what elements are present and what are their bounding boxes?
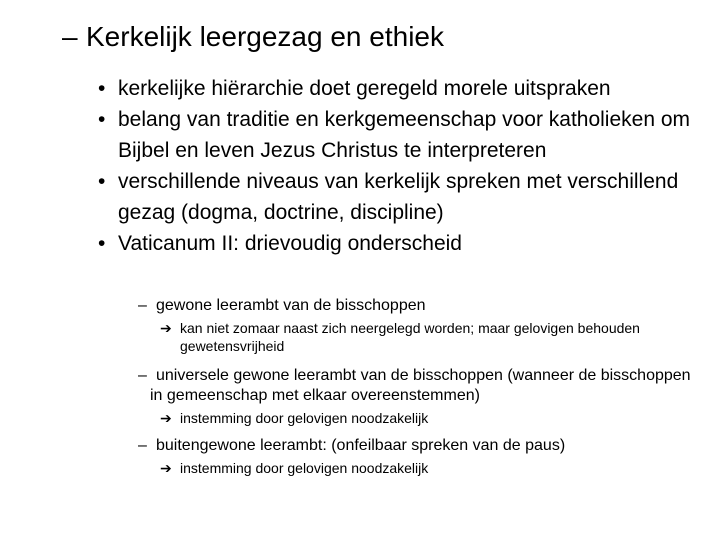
sub-note-text: instemming door gelovigen noodzakelijk <box>180 460 429 476</box>
sub-item <box>138 366 698 406</box>
slide-title-text: Kerkelijk leergezag en ethiek <box>86 21 444 52</box>
bullet-text: kerkelijke hiërarchie doet geregeld morele uitspraken <box>118 77 611 100</box>
sub-item <box>138 296 698 316</box>
title-dash-marker: – <box>62 21 78 52</box>
sub-item-text: buitengewone leerambt: (onfeilbaar spreken van de paus) <box>156 437 566 454</box>
sub-item <box>138 436 698 456</box>
sub-note <box>160 319 698 355</box>
bullet-item <box>98 228 698 259</box>
sub-dash-marker: – <box>138 437 147 454</box>
bullet-marker: • <box>98 232 106 255</box>
bullet-text: Vaticanum II: drievoudig onderscheid <box>118 232 462 255</box>
sub-note-text: kan niet zomaar naast zich neergelegd worden; maar gelovigen behouden gewetensvrijheid <box>180 320 640 354</box>
bullet-item <box>98 104 698 166</box>
sub-dash-marker: – <box>138 367 147 384</box>
bullet-marker: • <box>98 170 106 193</box>
sub-item-text: gewone leerambt van de bisschoppen <box>156 297 426 314</box>
bullet-item <box>98 166 698 228</box>
sub-note <box>160 459 698 477</box>
arrow-right-icon: ➔ <box>160 410 172 426</box>
sub-note <box>160 409 698 427</box>
bullet-marker: • <box>98 77 106 100</box>
sub-list-item <box>138 296 698 355</box>
bullet-text: verschillende niveaus van kerkelijk spreken met verschillend gezag (dogma, doctrine, discipline) <box>118 170 679 224</box>
slide-title <box>62 20 444 54</box>
bullet-marker: • <box>98 108 106 131</box>
arrow-right-icon: ➔ <box>160 460 172 476</box>
sub-list-item <box>138 366 698 427</box>
arrow-right-icon: ➔ <box>160 320 172 336</box>
bullet-item <box>98 73 698 104</box>
bullet-list <box>98 73 698 259</box>
sub-list-item <box>138 436 698 477</box>
sub-dash-marker: – <box>138 297 147 314</box>
bullet-text: belang van traditie en kerkgemeenschap voor katholieken om Bijbel en leven Jezus Christus te interpreteren <box>118 108 691 162</box>
sub-note-text: instemming door gelovigen noodzakelijk <box>180 410 429 426</box>
sub-item-text: universele gewone leerambt van de bisschoppen (wanneer de bisschoppen in gemeenschap met elkaar overeenstemmen) <box>150 367 691 404</box>
